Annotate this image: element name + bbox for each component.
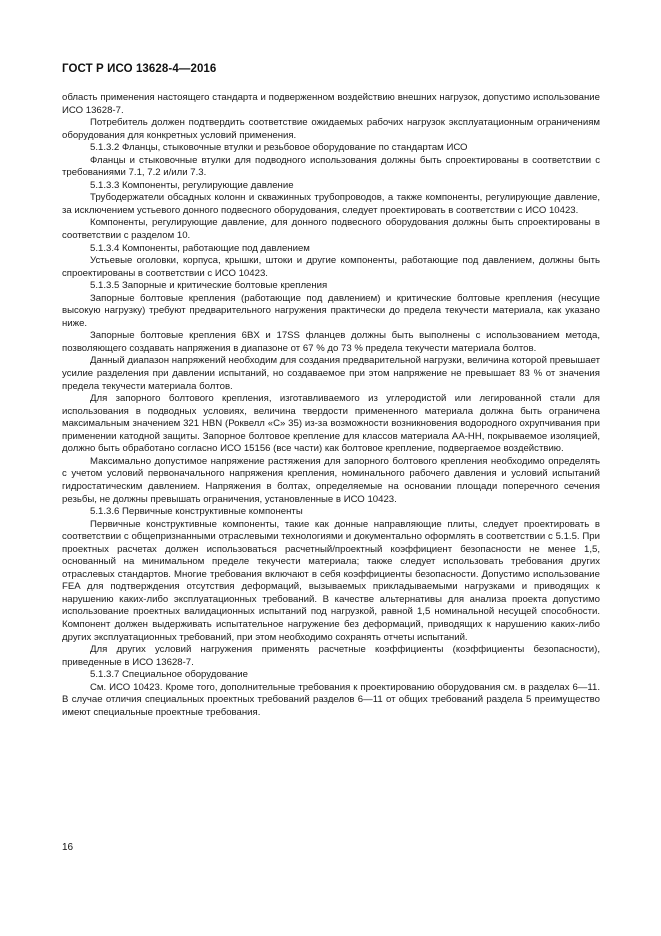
section-heading: 5.1.3.3 Компоненты, регулирующие давление — [90, 179, 294, 191]
document-body — [62, 92, 600, 719]
paragraph: Потребитель должен подтвердить соответствие ожидаемых рабочих нагрузок эксплуатационным ограничениям оборудования для конкретных условий применения. — [62, 117, 600, 141]
page-header-standard-code: ГОСТ Р ИСО 13628-4—2016 — [62, 63, 217, 75]
paragraph: Для запорного болтового крепления, изготавливаемого из углеродистой или легированной стали для использования в подводных условиях, величина твердости примененного материала должна быть ограничена максимальным значением 321 HBN (Роквелл «С» 35) из-за возможности возникновения водородного охрупчивания при применении катодной защиты. Запорное болтовое крепление для классов материала АА-НН, покрываемое изоляцией, должно быть обработано согласно ИСО 15156 (все части) как болтовое крепление, подвергаемое воздействию. — [62, 393, 600, 455]
section-heading: 5.1.3.7 Специальное оборудование — [90, 669, 249, 681]
paragraph: Фланцы и стыковочные втулки для подводного использования должны быть спроектированы в соответствии с требованиями 7.1, 7.2 и/или 7.3. — [62, 154, 600, 179]
paragraph: Запорные болтовые крепления (работающие под давлением) и критические болтовые крепления (несущие высокую нагрузку) требуют предварительного нагружения практически до предела текучести материала, как указано ниже. — [62, 292, 600, 329]
section-heading: 5.1.3.6 Первичные конструктивные компоненты — [90, 506, 303, 518]
section-heading: 5.1.3.4 Компоненты, работающие под давлением — [90, 242, 310, 254]
section-heading: 5.1.3.5 Запорные и критические болтовые крепления — [90, 280, 328, 292]
paragraph: область применения настоящего стандарта и подверженном воздействию внешних нагрузок, допустимо использование ИСО 13628-7. — [62, 92, 600, 116]
paragraph: Трубодержатели обсадных колонн и скважинных трубопроводов, а также компоненты, регулирующие давление, за исключением устьевого донного подвесного оборудования, следует проектировать в соответствии с ИСО 10423. — [62, 192, 600, 216]
page-number: 16 — [62, 842, 74, 853]
paragraph: Максимально допустимое напряжение растяжения для запорного болтового крепления необходимо определять с учетом условий первоначального напряжения крепления, номинального рабочего давления и условий испытаний гидростатическим давлением. Напряжения в болтах, определяемые на основании площади поперечного сечения резьбы, не должны превышать ограничения, установленные в ИСО 10423. — [62, 455, 600, 505]
paragraph: Для других условий нагружения применять расчетные коэффициенты (коэффициенты безопасности), приведенные в ИСО 13628-7. — [62, 644, 600, 668]
paragraph: Данный диапазон напряжений необходим для создания предварительной нагрузки, величина которой превышает усилие разделения при давлении испытаний, но создаваемое при этом напряжение не превышает 83 % от значения предела текучести материала болтов. — [62, 355, 600, 392]
paragraph: Устьевые оголовки, корпуса, крышки, штоки и другие компоненты, работающие под давлением, должны быть спроектированы в соответствии с ИСО 10423. — [62, 255, 600, 279]
paragraph: Запорные болтовые крепления 6BX и 17SS фланцев должны быть выполнены с использованием метода, позволяющего создавать напряжения в диапазоне от 67 % до 73 % предела текучести материала болтов. — [62, 330, 600, 354]
paragraph: Компоненты, регулирующие давление, для донного подвесного оборудования должны быть спроектированы в соответствии с разделом 10. — [62, 217, 600, 242]
section-heading: 5.1.3.2 Фланцы, стыковочные втулки и резьбовое оборудование по стандартам ИСО — [90, 142, 468, 154]
paragraph: См. ИСО 10423. Кроме того, дополнительные требования к проектированию оборудования см. в разделах 6—11. В случае отличия специальных проектных требований разделов 6—11 от общих требований раздела 5 преимущество имеют специальные проектные требования. — [62, 681, 600, 718]
paragraph: Первичные конструктивные компоненты, такие как донные направляющие плиты, следует проектировать в соответствии с общепризнанными отраслевыми технологиями и документально оформлять в соответствии с 5.1.5. При проектных расчетах должен использоваться расчетный/проектный коэффициент безопасности не менее 1,5, основанный на минимальном пределе текучести материала; также следует использовать требования других отраслевых стандартов. Многие требования включают в себя коэффициенты безопасности. Допустимо использование FEA для подтверждения отсутствия деформаций, вызываемых прикладываемыми нагрузками и приводящих к нарушению каких-либо эксплуатационных требований. В качестве альтернативы для анализа проекта допустимо использование проектных валидационных испытаний под нагрузкой, равной 1,5 номинальной несущей способности. Компонент должен выдерживать испытательное нагружение без деформаций, приводящих к нарушению каких-либо других эксплуатационных требований, при этом необходимо сохранять отчеты испытаний. — [62, 518, 600, 643]
